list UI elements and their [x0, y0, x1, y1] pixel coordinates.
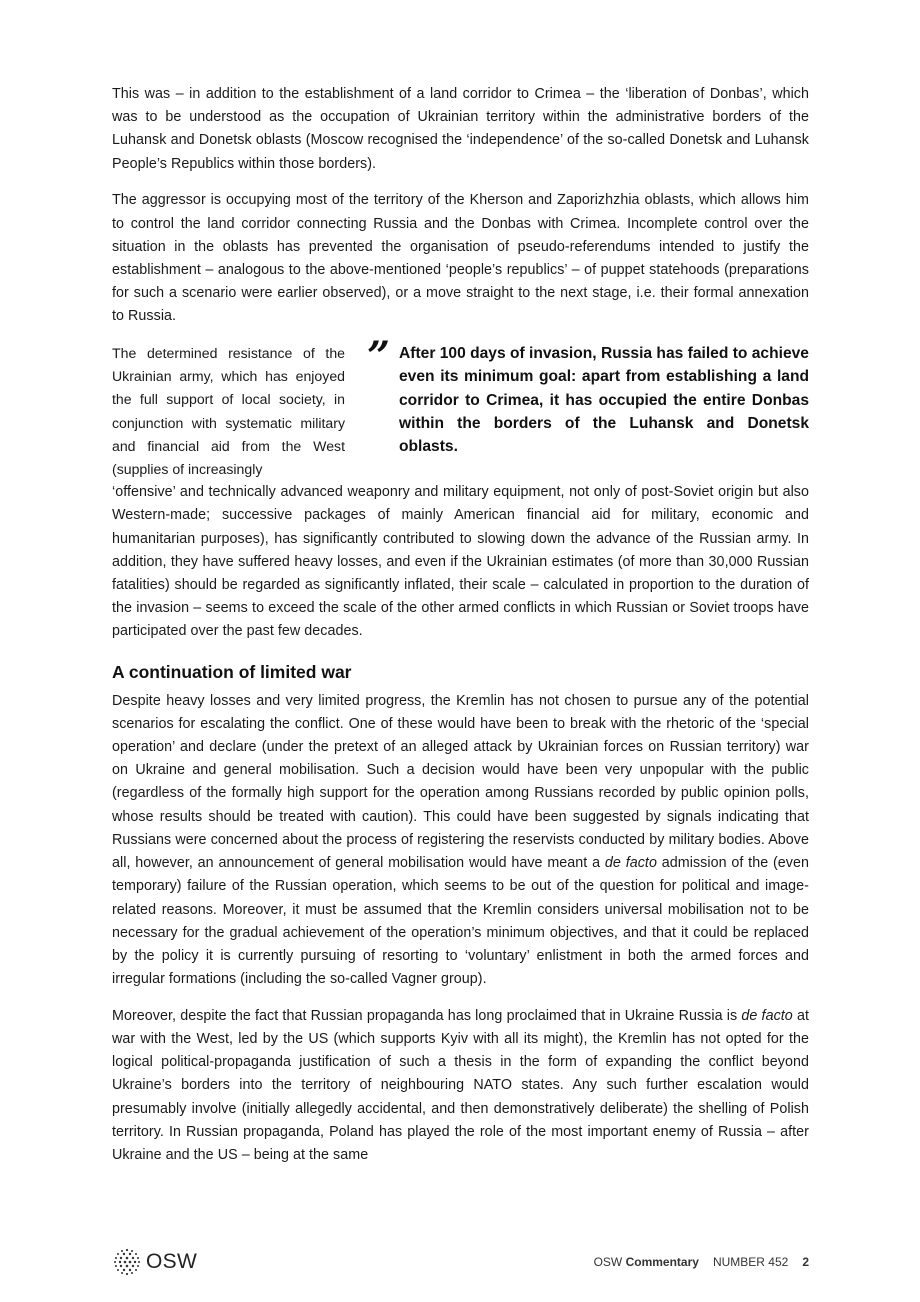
- pullquote: [367, 333, 809, 481]
- page-number: 2: [802, 1255, 809, 1269]
- paragraph-continuation: ‘offensive’ and technically advanced weaponry and military equipment, not only of post-Soviet origin but also Western-made; successive packages of mainly American financial aid for military, economic and humanitarian purposes), has significantly contributed to slowing down the advance of the Russian army. In addition, they have suffered heavy losses, and even if the Ukrainian estimates (of more than 30,000 Russian fatalities) should be regarded as significantly inflated, their scale – calculated in proportion to the duration of the invasion – seems to exceed the scale of the other armed conflicts in which Russian or Soviet troops have participated over the past few decades.: [112, 484, 809, 640]
- pullquote-text: After 100 days of invasion, Russia has failed to achieve even its minimum goal: apart from establishing a land corridor to Crimea, it has occupied the entire Donbas within the borders of the Luhansk and Donetsk oblasts.: [399, 345, 809, 456]
- paragraph: Moreover, despite the fact that Russian propaganda has long proclaimed that in Ukraine Russia is de facto at war with the West, led by the US (which supports Kyiv with all its might), the Kremlin has not opted for the logical political-propaganda justification of such a thesis in the form of expanding the conflict beyond Ukraine’s borders into the territory of neighbouring NATO states. Any such further escalation would presumably involve (initially allegedly accidental, and then demonstratively deliberate) the shelling of Polish territory. In Russian propaganda, Poland has played the role of the most important enemy of Russia – after Ukraine and the US – being at the same: [112, 1007, 809, 1164]
- paragraph: Despite heavy losses and very limited progress, the Kremlin has not chosen to pursue any of the potential scenarios for escalating the conflict. One of these would have been to break with the rhetoric of the ‘special operation’ and declare (under the pretext of an alleged attack by Ukrainian forces on Russian territory) war on Ukraine and general mobilisation. Such a decision would have been very unpopular with the public (regardless of the formally high support for the operation among Russians recorded by public opinion polls, whose results should be treated with caution). This could have been suggested by signals indicating that Russians were concerned about the process of registering the reservists conducted by military bodies. Above all, however, an announcement of general mobilisation would have meant a de facto admission of the (even temporary) failure of the Russian operation, which seems to be out of the question for political and image-related reasons. Moreover, it must be assumed that the Kremlin considers universal mobilisation not to be necessary for the gradual achievement of the operation’s minimum objectives, and that it could be replaced by the policy it is currently pursuing of resorting to ‘voluntary’ enlistment in both the armed forces and irregular formations (including the so-called Vagner group).: [112, 692, 809, 988]
- document-body: [112, 83, 809, 1181]
- page-footer: [112, 1242, 809, 1282]
- publication-name: OSW: [593, 1255, 623, 1269]
- osw-logo: [112, 1247, 197, 1277]
- paragraph: The aggressor is occupying most of the territory of the Kherson and Zaporizhzhia oblasts, which allows him to control the land corridor connecting Russia and the Donbas with Crimea. Incomplete control over the situation in the oblasts has prevented the organisation of pseudo-referendums intended to justify the establishment – analogous to the above-mentioned ‘people’s republics’ – of puppet statehoods (preparations for such a scenario were earlier observed), or a move straight to the next stage, i.e. their formal annexation to Russia.: [112, 192, 809, 325]
- footer-meta: [594, 1255, 809, 1269]
- issue-number: NUMBER 452: [712, 1255, 789, 1269]
- paragraph: This was – in addition to the establishment of a land corridor to Crimea – the ‘liberation of Donbas’, which was to be understood as the occupation of Ukrainian territory within the administrative borders of the Luhansk and Donetsk oblasts (Moscow recognised the ‘independence’ of the so-called Donetsk and Luhansk People’s Republics within those borders).: [112, 86, 809, 172]
- paragraph-start: The determined resistance of the Ukrainian army, which has enjoyed the full support of local society, in conjunction with systematic military and financial aid from the West (supplies of increasingly: [112, 345, 345, 478]
- logo-text: OSW: [146, 1250, 198, 1273]
- quote-mark-icon: ”: [367, 333, 385, 381]
- publication-series: Commentary: [625, 1255, 699, 1269]
- globe-logo-icon: [112, 1247, 142, 1277]
- pullquote-row: [112, 333, 809, 481]
- section-heading: A continuation of limited war: [112, 661, 352, 682]
